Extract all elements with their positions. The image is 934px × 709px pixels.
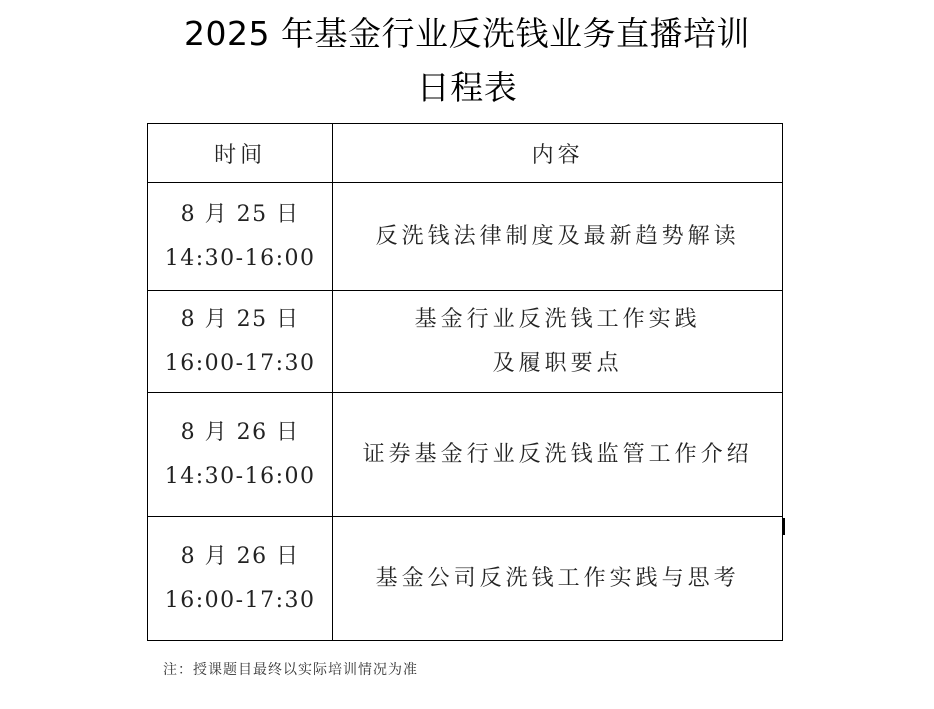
session-topic-continued: 及履职要点 (492, 350, 623, 376)
footnote: 注：授课题目最终以实际培训情况为准 (163, 662, 418, 678)
time-cell (148, 183, 333, 291)
table-row (148, 517, 783, 641)
table-row (148, 291, 783, 393)
table-header-row (148, 124, 783, 183)
content-cell (333, 291, 783, 393)
schedule-table (147, 123, 783, 641)
time-cell (148, 517, 333, 641)
time-cell (148, 291, 333, 393)
time-cell (148, 393, 333, 517)
session-time: 16:00-17:30 (164, 350, 316, 376)
table-row (148, 393, 783, 517)
session-topic: 证券基金行业反洗钱监管工作介绍 (362, 441, 753, 467)
session-topic: 反洗钱法律制度及最新趋势解读 (375, 223, 740, 249)
session-date: 8 月 26 日 (180, 543, 300, 569)
header-content: 内容 (333, 124, 783, 183)
session-date: 8 月 26 日 (180, 419, 300, 445)
table-edge-mark (782, 518, 785, 535)
session-topic: 基金行业反洗钱工作实践 (414, 306, 701, 332)
session-date: 8 月 25 日 (180, 306, 300, 332)
session-topic: 基金公司反洗钱工作实践与思考 (375, 565, 740, 591)
table-row (148, 183, 783, 291)
session-time: 14:30-16:00 (164, 463, 316, 489)
document-title: 2025 年基金行业反洗钱业务直播培训 (184, 14, 750, 53)
content-cell (333, 393, 783, 517)
session-date: 8 月 25 日 (180, 201, 300, 227)
content-cell (333, 517, 783, 641)
session-time: 16:00-17:30 (164, 587, 316, 613)
session-time: 14:30-16:00 (164, 245, 316, 271)
header-time: 时间 (148, 124, 333, 183)
document-subtitle: 日程表 (416, 68, 518, 107)
content-cell (333, 183, 783, 291)
